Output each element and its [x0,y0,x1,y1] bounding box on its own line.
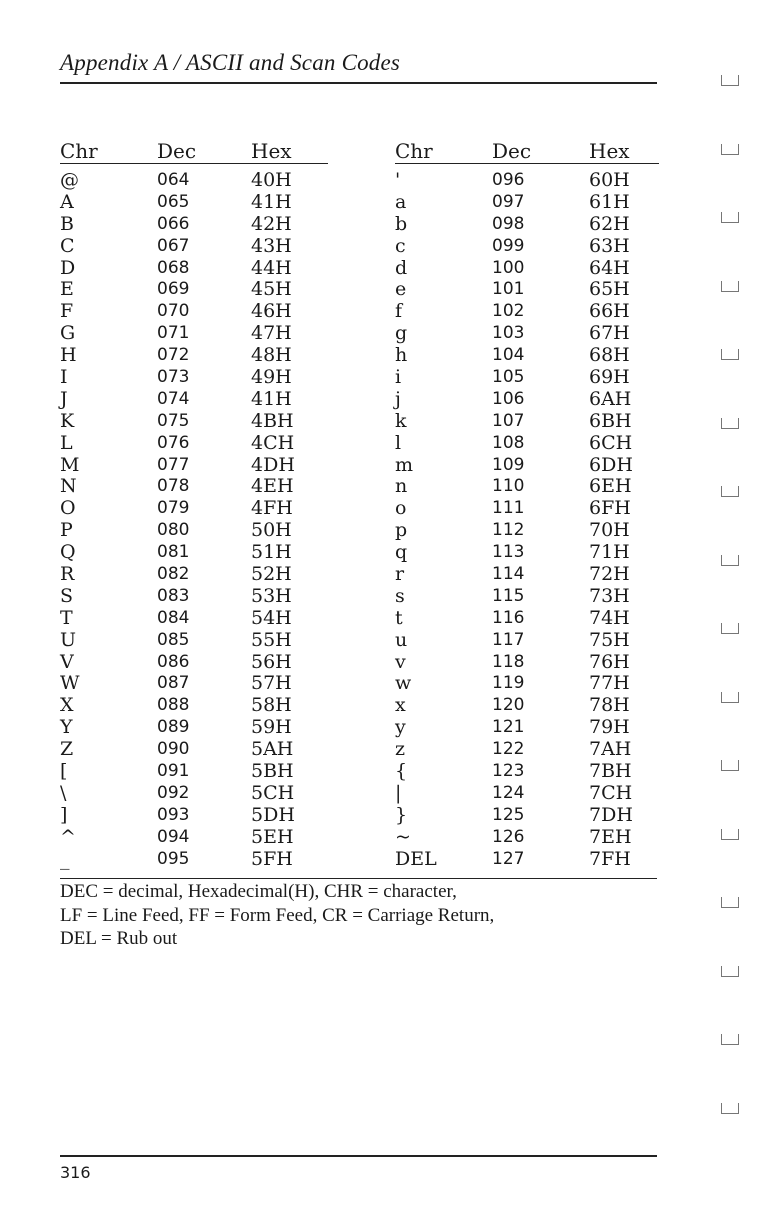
table-row [60,455,341,477]
binding-mark [721,75,739,86]
cell-chr: J [60,387,68,410]
cell-dec: 116 [492,607,525,628]
cell-hex: 73H [589,584,630,607]
table-row [395,761,669,783]
cell-chr: e [395,278,407,301]
cell-dec: 083 [157,585,190,606]
cell-dec: 084 [157,607,190,628]
table-row [60,717,341,739]
cell-hex: 7FH [589,847,631,870]
cell-chr: I [60,366,68,389]
table-row [395,345,669,367]
binding-mark [721,760,739,771]
cell-dec: 090 [157,739,190,760]
table-row [395,192,669,214]
abbreviation-legend [60,880,494,951]
cell-hex: 48H [251,344,292,367]
column-header-hex: Hex [251,139,292,163]
cell-chr: L [60,431,73,454]
cell-chr: R [60,563,75,586]
cell-dec: 093 [157,804,190,825]
cell-hex: 64H [589,256,630,279]
cell-dec: 101 [492,279,525,300]
cell-hex: 5EH [251,825,294,848]
cell-dec: 076 [157,432,190,453]
cell-chr: Z [60,738,74,761]
cell-dec: 111 [492,498,525,519]
cell-chr: C [60,234,75,257]
cell-chr: z [395,738,406,761]
table-row [395,323,669,345]
cell-hex: 71H [589,541,630,564]
legend-line: DEC = decimal, Hexadecimal(H), CHR = character, [60,881,457,902]
cell-dec: 089 [157,717,190,738]
cell-hex: 40H [251,169,292,191]
table-row [60,695,341,717]
cell-hex: 61H [589,190,630,213]
binding-mark [721,966,739,977]
table-row [395,827,669,849]
table-header [60,139,341,163]
cell-chr: k [395,409,407,432]
cell-hex: 5BH [251,760,294,783]
cell-dec: 081 [157,542,190,563]
cell-dec: 103 [492,323,525,344]
binding-mark [721,144,739,155]
cell-hex: 79H [589,716,630,739]
cell-dec: 124 [492,782,525,803]
table-row [60,652,341,674]
cell-dec: 095 [157,848,190,869]
table-row [395,498,669,520]
cell-dec: 070 [157,301,190,322]
table-row [395,542,669,564]
cell-dec: 119 [492,673,525,694]
cell-hex: 4CH [251,431,295,454]
table-row [60,323,341,345]
cell-chr: c [395,234,406,257]
table-row [60,389,341,411]
cell-dec: 069 [157,279,190,300]
table-header-rule [395,163,659,164]
cell-chr: w [395,672,412,695]
table-row [395,783,669,805]
cell-hex: 4BH [251,409,294,432]
cell-chr: S [60,584,74,607]
table-row [395,630,669,652]
table-row [395,455,669,477]
binding-margin-marks [715,55,755,1185]
table-row [395,367,669,389]
cell-chr: ] [60,803,68,826]
table-row [60,827,341,849]
cell-dec: 074 [157,388,190,409]
cell-hex: 45H [251,278,292,301]
cell-hex: 52H [251,563,292,586]
cell-hex: 72H [589,563,630,586]
cell-chr: T [60,606,73,629]
table-row [395,739,669,761]
cell-dec: 108 [492,432,525,453]
cell-dec: 075 [157,410,190,431]
cell-hex: 7AH [589,738,632,761]
cell-chr: n [395,475,408,498]
cell-chr: ~ [395,825,411,848]
cell-chr: y [395,716,406,739]
cell-dec: 072 [157,345,190,366]
legend-line: LF = Line Feed, FF = Form Feed, CR = Carriage Return, [60,904,495,926]
cell-dec: 099 [492,235,525,256]
cell-dec: 066 [157,213,190,234]
binding-mark [721,1103,739,1114]
cell-dec: 107 [492,410,525,431]
cell-dec: 114 [492,564,525,585]
cell-dec: 077 [157,454,190,475]
table-row [395,236,669,258]
cell-chr: a [395,190,407,213]
cell-dec: 097 [492,191,525,212]
cell-hex: 42H [251,212,292,235]
binding-mark [721,555,739,566]
table-row [395,608,669,630]
binding-mark [721,1034,739,1045]
cell-hex: 46H [251,300,292,323]
cell-dec: 106 [492,388,525,409]
cell-hex: 5CH [251,781,295,804]
cell-dec: 110 [492,476,525,497]
cell-hex: 70H [589,519,630,542]
cell-chr: D [60,256,76,279]
cell-dec: 096 [492,170,525,190]
cell-chr: g [395,322,408,345]
table-row [60,411,341,433]
cell-dec: 126 [492,826,525,847]
table-row [60,345,341,367]
cell-hex: 53H [251,584,292,607]
cell-dec: 091 [157,761,190,782]
cell-dec: 068 [157,257,190,278]
table-row [395,411,669,433]
table-row [60,739,341,761]
cell-hex: 6CH [589,431,633,454]
cell-chr: h [395,344,408,367]
cell-dec: 117 [492,629,525,650]
cell-hex: 59H [251,716,292,739]
table-row [395,673,669,695]
cell-chr: j [395,387,401,410]
binding-mark [721,486,739,497]
cell-hex: 69H [589,366,630,389]
table-row [60,520,341,542]
binding-mark [721,349,739,360]
cell-dec: 092 [157,782,190,803]
cell-dec: 120 [492,695,525,716]
cell-dec: 115 [492,585,525,606]
cell-dec: 098 [492,213,525,234]
cell-chr: u [395,628,408,651]
cell-chr: X [60,694,74,717]
cell-hex: 6FH [589,497,631,520]
cell-dec: 064 [157,170,190,190]
cell-hex: 7CH [589,781,633,804]
table-row [60,761,341,783]
table-row [395,520,669,542]
column-header-dec: Dec [157,139,197,163]
cell-chr: F [60,300,74,323]
cell-hex: 55H [251,628,292,651]
cell-chr: O [60,497,76,520]
cell-hex: 41H [251,190,292,213]
cell-dec: 112 [492,520,525,541]
table-body [395,170,669,871]
cell-chr: H [60,344,77,367]
table-row [395,717,669,739]
cell-hex: 7BH [589,760,632,783]
cell-hex: 76H [589,650,630,673]
table-row [60,564,341,586]
table-row [395,214,669,236]
cell-hex: 63H [589,234,630,257]
cell-dec: 123 [492,761,525,782]
cell-dec: 100 [492,257,525,278]
header-rule [60,82,657,84]
cell-chr: } [395,803,408,826]
cell-hex: 58H [251,694,292,717]
cell-dec: 118 [492,651,525,672]
cell-dec: 079 [157,498,190,519]
cell-dec: 065 [157,191,190,212]
table-row [60,236,341,258]
cell-dec: 080 [157,520,190,541]
table-row [395,170,669,192]
binding-mark [721,829,739,840]
column-header-chr: Chr [60,139,98,163]
table-row [395,258,669,280]
table-row [60,608,341,630]
cell-chr: o [395,497,407,520]
cell-hex: 5AH [251,738,294,761]
table-row [395,805,669,827]
cell-chr: x [395,694,406,717]
column-header-dec: Dec [492,139,532,163]
table-row [60,673,341,695]
cell-chr: ' [395,169,401,191]
cell-dec: 104 [492,345,525,366]
table-row [395,564,669,586]
table-row [395,849,669,871]
cell-chr: [ [60,760,68,783]
cell-hex: 6BH [589,409,632,432]
page-footer-rule [60,1155,657,1157]
cell-dec: 122 [492,739,525,760]
cell-hex: 49H [251,366,292,389]
cell-chr: l [395,431,402,454]
cell-dec: 067 [157,235,190,256]
table-row [60,301,341,323]
cell-hex: 62H [589,212,630,235]
cell-hex: 44H [251,256,292,279]
table-row [60,542,341,564]
cell-chr: | [395,781,402,804]
table-row [60,367,341,389]
cell-chr: q [395,541,408,564]
cell-chr: P [60,519,73,542]
cell-dec: 085 [157,629,190,650]
cell-hex: 7EH [589,825,632,848]
table-row [60,498,341,520]
cell-dec: 105 [492,367,525,388]
cell-hex: 41H [251,387,292,410]
table-row [60,433,341,455]
cell-hex: 77H [589,672,630,695]
cell-chr: M [60,453,80,476]
cell-hex: 50H [251,519,292,542]
column-header-chr: Chr [395,139,433,163]
cell-dec: 125 [492,804,525,825]
cell-dec: 078 [157,476,190,497]
table-header-rule [60,163,328,164]
cell-chr: i [395,366,402,389]
table-row [60,805,341,827]
binding-mark [721,897,739,908]
cell-dec: 071 [157,323,190,344]
page-number: 316 [60,1163,91,1182]
cell-hex: 5FH [251,847,293,870]
column-header-hex: Hex [589,139,630,163]
cell-chr: p [395,519,408,542]
page-header-title: Appendix A / ASCII and Scan Codes [60,50,401,75]
cell-dec: 073 [157,367,190,388]
table-row [60,214,341,236]
cell-chr: W [60,672,80,695]
cell-chr: m [395,453,414,476]
cell-dec: 121 [492,717,525,738]
cell-hex: 4EH [251,475,294,498]
cell-dec: 102 [492,301,525,322]
table-row [60,630,341,652]
cell-chr: Y [60,716,73,739]
cell-dec: 087 [157,673,190,694]
cell-hex: 5DH [251,803,295,826]
cell-dec: 086 [157,651,190,672]
cell-chr: f [395,300,403,323]
cell-chr: t [395,606,403,629]
cell-dec: 113 [492,542,525,563]
cell-dec: 088 [157,695,190,716]
cell-hex: 74H [589,606,630,629]
table-row [60,170,341,192]
cell-dec: 109 [492,454,525,475]
table-row [60,783,341,805]
cell-chr: A [60,190,74,213]
table-row [395,586,669,608]
table-row [395,301,669,323]
legend-line: DEL = Rub out [60,928,178,949]
cell-hex: 54H [251,606,292,629]
table-row [60,476,341,498]
cell-chr: U [60,628,77,651]
cell-hex: 68H [589,344,630,367]
cell-chr: K [60,409,75,432]
table-row [395,476,669,498]
cell-hex: 47H [251,322,292,345]
cell-chr: @ [60,169,79,191]
cell-dec: 127 [492,848,525,869]
cell-chr: N [60,475,77,498]
table-row [60,192,341,214]
binding-mark [721,692,739,703]
cell-chr: b [395,212,408,235]
cell-chr: r [395,563,405,586]
table-row [395,433,669,455]
cell-chr: \ [60,781,67,804]
cell-hex: 57H [251,672,292,695]
table-row [60,258,341,280]
binding-mark [721,418,739,429]
cell-hex: 6AH [589,387,632,410]
ascii-table-left [60,139,341,871]
cell-hex: 43H [251,234,292,257]
cell-chr: s [395,584,405,607]
cell-hex: 51H [251,541,292,564]
table-row [395,279,669,301]
cell-hex: 66H [589,300,630,323]
cell-hex: 4DH [251,453,295,476]
table-body [60,170,341,871]
cell-dec: 094 [157,826,190,847]
table-row [60,849,341,871]
cell-hex: 4FH [251,497,293,520]
cell-hex: 75H [589,628,630,651]
cell-hex: 56H [251,650,292,673]
cell-chr: ^ [60,825,76,848]
table-row [60,586,341,608]
table-footer-rule [60,878,657,879]
cell-chr: d [395,256,408,279]
ascii-table-right [395,139,669,871]
table-row [395,652,669,674]
cell-chr: _ [60,847,70,870]
table-row [60,279,341,301]
cell-dec: 082 [157,564,190,585]
cell-chr: Q [60,541,76,564]
cell-hex: 6DH [589,453,633,476]
table-row [395,389,669,411]
cell-chr: DEL [395,847,437,870]
cell-hex: 60H [589,169,630,191]
cell-chr: G [60,322,76,345]
table-header [395,139,669,163]
binding-mark [721,623,739,634]
binding-mark [721,212,739,223]
cell-hex: 7DH [589,803,633,826]
table-row [395,695,669,717]
cell-chr: B [60,212,74,235]
cell-chr: V [60,650,74,673]
cell-chr: v [395,650,406,673]
cell-chr: { [395,760,408,783]
cell-hex: 67H [589,322,630,345]
cell-hex: 65H [589,278,630,301]
cell-chr: E [60,278,74,301]
cell-hex: 78H [589,694,630,717]
cell-hex: 6EH [589,475,632,498]
binding-mark [721,281,739,292]
